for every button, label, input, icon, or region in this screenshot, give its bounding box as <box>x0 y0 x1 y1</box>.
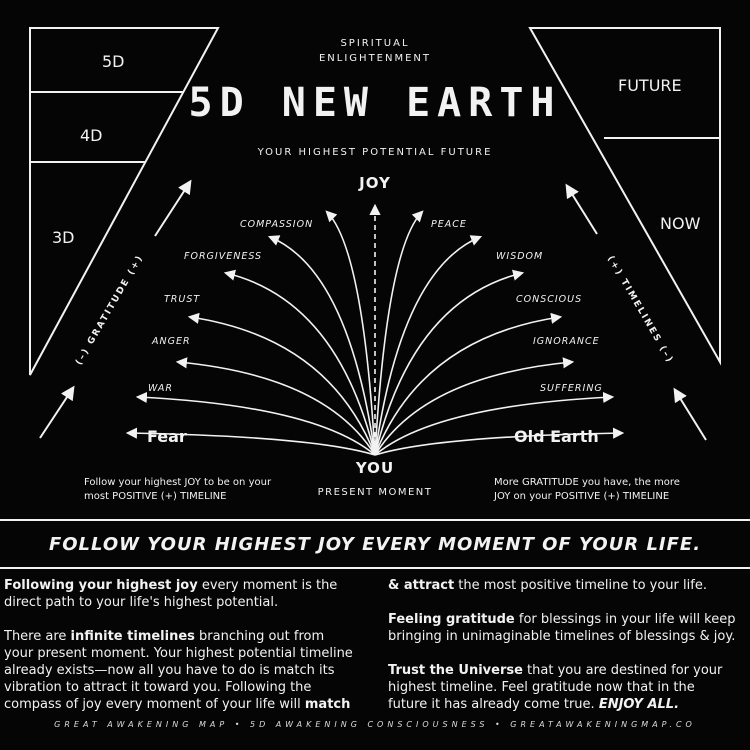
you-label: YOU <box>355 459 395 477</box>
body-paragraph-4 <box>388 611 738 645</box>
body-text: that you are destined for your highest timeline. Feel gratitude now that in the future it has already come true. <box>388 663 723 712</box>
kicker-line-2: ENLIGHTENMENT <box>318 53 432 64</box>
word-war: WAR <box>148 383 174 394</box>
bold-text: Feeling gratitude <box>388 612 515 627</box>
fan-arrows <box>128 206 622 455</box>
fan-arrow-13 <box>375 397 612 455</box>
fan-arrow-2 <box>138 397 375 455</box>
body-left-column <box>4 577 354 730</box>
body-right-column <box>388 577 738 730</box>
body-paragraph-1 <box>4 577 354 611</box>
right-note <box>494 476 680 504</box>
timelines-label: (+) TIMELINES (–) <box>605 254 675 366</box>
level-4d: 4D <box>80 126 103 145</box>
timelines-arrow-upper <box>567 186 597 234</box>
body-text: the most positive timeline to your life. <box>454 578 707 593</box>
timelines-arrow-lower <box>675 390 706 440</box>
word-suffering: SUFFERING <box>540 383 603 394</box>
gratitude-arrow-upper <box>155 182 190 236</box>
gratitude-label: (–) GRATITUDE (+) <box>74 252 146 368</box>
body-text: There are <box>4 629 71 644</box>
right-note-line-2: JOY on your POSITIVE (+) TIMELINE <box>494 491 670 502</box>
word-ignorance: IGNORANCE <box>533 336 600 347</box>
fear-label: Fear <box>147 427 187 446</box>
word-forgiveness: FORGIVENESS <box>184 251 263 262</box>
kicker <box>300 36 450 66</box>
left-note-line-1: Follow your highest JOY to be on your <box>84 477 272 488</box>
level-5d: 5D <box>102 52 125 71</box>
old-earth-label: Old Earth <box>514 427 599 446</box>
bold-text: match <box>304 697 351 712</box>
level-now: NOW <box>660 214 701 233</box>
left-note <box>84 476 271 504</box>
body-paragraph-5 <box>388 662 738 713</box>
body-paragraph-2 <box>4 628 354 713</box>
banner: FOLLOW YOUR HIGHEST JOY EVERY MOMENT OF YOUR LIFE. <box>0 519 750 569</box>
body-text: branching out from your present moment. Your highest potential timeline already exists—now all you have to do is match its vibration to attract it toward you. Following the compass of joy every moment of your life will <box>4 629 353 712</box>
enjoy-all-text: ENJOY ALL. <box>598 697 680 712</box>
right-note-line-1: More GRATITUDE you have, the more <box>494 477 680 488</box>
present-moment-label: PRESENT MOMENT <box>317 487 433 498</box>
page-subtitle: YOUR HIGHEST POTENTIAL FUTURE <box>257 147 493 158</box>
joy-label: JOY <box>359 174 391 192</box>
bold-text: & attract <box>388 578 455 593</box>
body-paragraph-3 <box>388 577 738 594</box>
word-compassion: COMPASSION <box>240 219 314 230</box>
bold-text: infinite timelines <box>70 629 195 644</box>
body-text: for blessings in your life will keep bringing in unimaginable timelines of blessings & joy. <box>388 612 736 644</box>
bold-text: Trust the Universe <box>388 663 523 678</box>
word-anger: ANGER <box>152 336 191 347</box>
bold-text: Following your highest joy <box>4 578 198 593</box>
gratitude-arrow-lower <box>40 388 73 438</box>
fan-arrow-3 <box>178 362 375 455</box>
level-future: FUTURE <box>618 76 682 95</box>
fan-arrow-7 <box>327 212 375 455</box>
word-peace: PEACE <box>431 219 467 230</box>
word-wisdom: WISDOM <box>496 251 544 262</box>
page-title: 5D NEW EARTH <box>188 80 562 126</box>
word-trust: TRUST <box>164 294 201 305</box>
fan-arrow-8 <box>375 212 422 455</box>
level-3d: 3D <box>52 228 75 247</box>
left-note-line-2: most POSITIVE (+) TIMELINE <box>84 491 227 502</box>
footer: GREAT AWAKENING MAP • 5D AWAKENING CONSCIOUSNESS • GREATAWAKENINGMAP.CO <box>54 720 696 729</box>
kicker-line-1: SPIRITUAL <box>340 38 410 49</box>
word-conscious: CONSCIOUS <box>516 294 583 305</box>
body-text: every moment is the direct path to your life's highest potential. <box>4 578 338 610</box>
